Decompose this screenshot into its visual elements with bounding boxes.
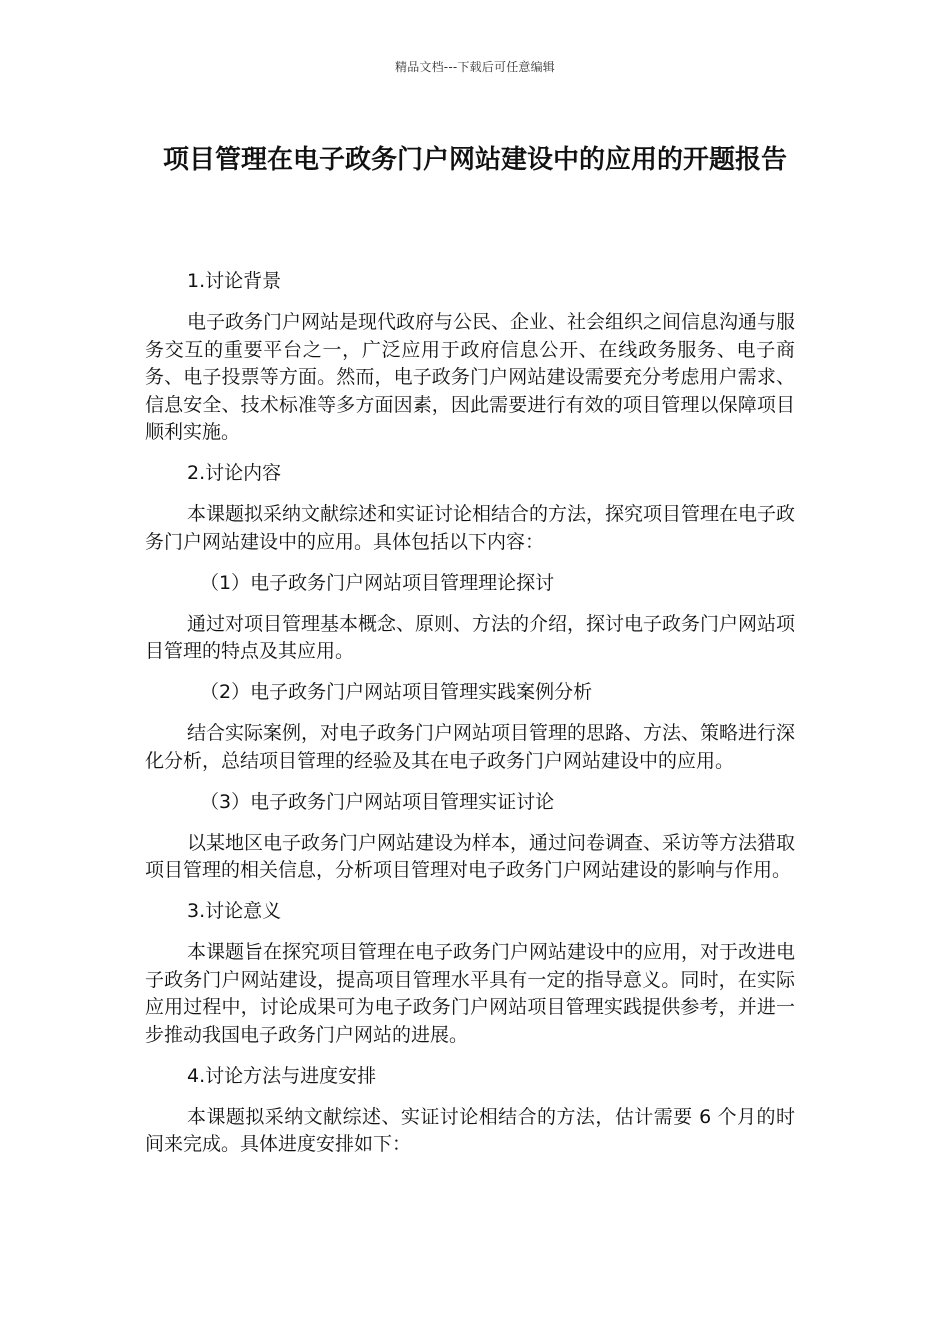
paragraph-theory: 通过对项目管理基本概念、原则、方法的介绍，探讨电子政务门户网站项目管理的特点及其应用。 [145,612,796,662]
section-heading-method-schedule: 4.讨论方法与进度安排 [187,1064,377,1087]
document-body [145,268,795,1172]
paragraph-case-analysis: 结合实际案例，对电子政务门户网站项目管理的思路、方法、策略进行深化分析，总结项目管理的经验及其在电子政务门户网站建设中的应用。 [145,722,796,772]
subheading-case-analysis: （2）电子政务门户网站项目管理实践案例分析 [200,681,593,703]
paragraph-content-intro: 本课题拟采纳文献综述和实证讨论相结合的方法，探究项目管理在电子政务门户网站建设中的应用。具体包括以下内容： [145,503,796,553]
paragraph-significance: 本课题旨在探究项目管理在电子政务门户网站建设中的应用，对于改进电子政务门户网站建设，提高项目管理水平具有一定的指导意义。同时，在实际应用过程中，讨论成果可为电子政务门户网站项目管理实践提供参考，并进一步推动我国电子政务门户网站的进展。 [145,941,796,1046]
section-heading-content: 2.讨论内容 [187,462,282,484]
section-heading-significance: 3.讨论意义 [187,900,282,922]
header-note: 精品文档---下载后可任意编辑 [395,60,555,74]
subheading-empirical: （3）电子政务门户网站项目管理实证讨论 [200,790,555,813]
paragraph-empirical: 以某地区电子政务门户网站建设为样本，通过问卷调查、采访等方法猎取项目管理的相关信息，分析项目管理对电子政务门户网站建设的影响与作用。 [145,831,796,881]
section-heading-background: 1.讨论背景 [187,270,282,292]
subheading-theory: （1）电子政务门户网站项目管理理论探讨 [200,571,555,594]
paragraph-method-schedule: 本课题拟采纳文献综述、实证讨论相结合的方法，估计需要 6 个月的时间来完成。具体进度安排如下： [145,1105,795,1155]
document-title: 项目管理在电子政务门户网站建设中的应用的开题报告 [162,145,787,175]
paragraph-background: 电子政务门户网站是现代政府与公民、企业、社会组织之间信息沟通与服务交互的重要平台之一，广泛应用于政府信息公开、在线政务服务、电子商务、电子投票等方面。然而，电子政务门户网站建设需要充分考虑用户需求、信息安全、技术标准等多方面因素，因此需要进行有效的项目管理以保障项目顺利实施。 [145,311,796,443]
